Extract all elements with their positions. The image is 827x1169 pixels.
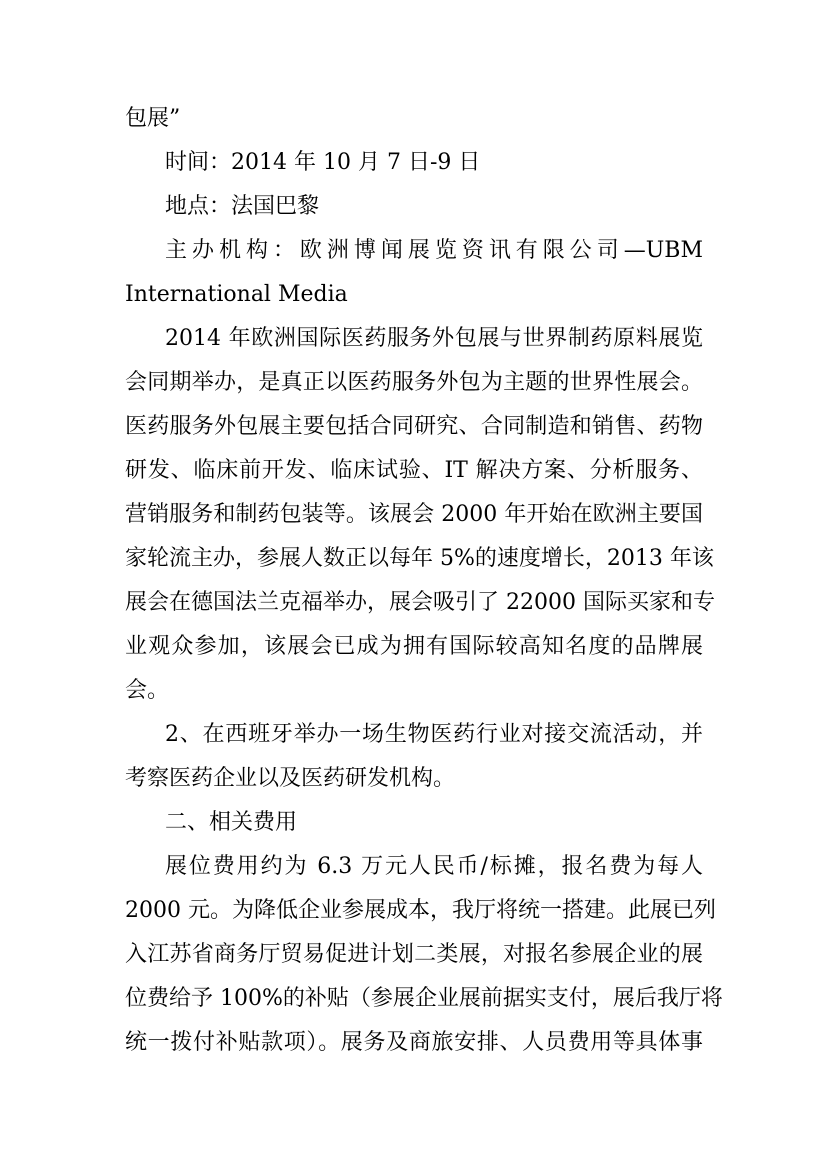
doc-line: International Media — [125, 282, 348, 307]
doc-line: 统一拨付补贴款项）。展务及商旅安排、人员费用等具体事 — [125, 1030, 703, 1055]
doc-line-location: 地点：法国巴黎 — [165, 194, 320, 219]
doc-line-section-heading: 二、相关费用 — [165, 810, 298, 835]
doc-line: 入江苏省商务厅贸易促进计划二类展，对报名参展企业的展 — [125, 942, 703, 967]
doc-line: 研发、临床前开发、临床试验、IT 解决方案、分析服务、 — [125, 458, 703, 483]
doc-line: 医药服务外包展主要包括合同研究、合同制造和销售、药物 — [125, 414, 703, 439]
doc-line: 业观众参加，该展会已成为拥有国际较高知名度的品牌展 — [125, 634, 703, 659]
doc-line: 考察医药企业以及医药研发机构。 — [125, 766, 456, 791]
doc-line: 会同期举办，是真正以医药服务外包为主题的世界性展会。 — [125, 370, 703, 395]
doc-line: 2000 元。为降低企业参展成本，我厅将统一搭建。此展已列 — [125, 898, 716, 923]
doc-line: 会。 — [125, 678, 170, 703]
doc-line: 位费给予 100%的补贴（参展企业展前据实支付，展后我厅将 — [125, 986, 723, 1011]
doc-line-organizer: 主办机构：欧洲博闻展览资讯有限公司—UBM — [165, 238, 703, 263]
doc-line: 2014 年欧洲国际医药服务外包展与世界制药原料展览 — [165, 326, 703, 351]
doc-line: 包展” — [125, 106, 181, 131]
doc-line: 展位费用约为 6.3 万元人民币/标摊，报名费为每人 — [165, 854, 703, 879]
document-text-block — [125, 97, 723, 1065]
doc-line: 家轮流主办，参展人数正以每年 5%的速度增长，2013 年该 — [125, 546, 714, 571]
doc-line: 2、在西班牙举办一场生物医药行业对接交流活动，并 — [165, 722, 703, 747]
doc-line-time: 时间：2014 年 10 月 7 日-9 日 — [165, 150, 481, 175]
doc-line: 营销服务和制药包装等。该展会 2000 年开始在欧洲主要国 — [125, 502, 703, 527]
doc-line: 展会在德国法兰克福举办，展会吸引了 22000 国际买家和专 — [125, 590, 715, 615]
